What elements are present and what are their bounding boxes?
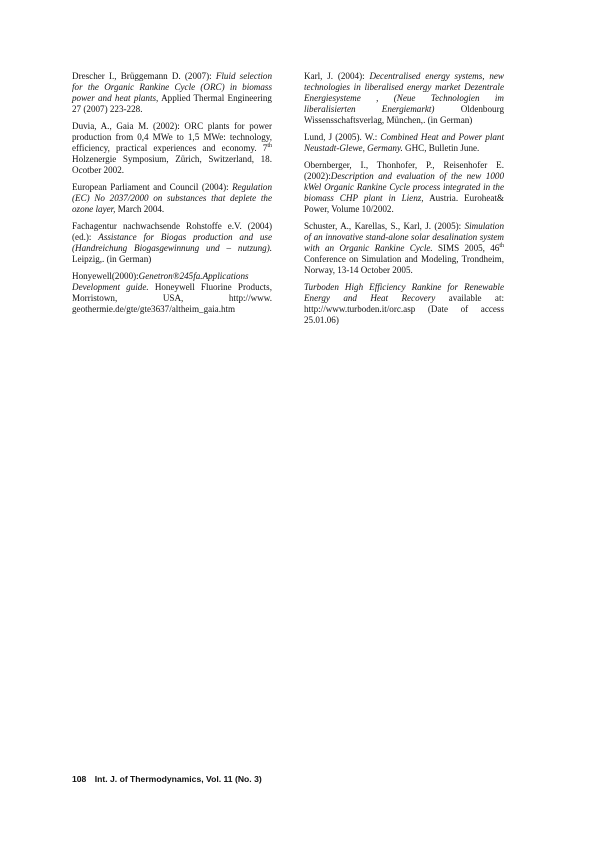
reference-title: Decentralised energy systems, new technologies in liberalised energy market Dezentrale Energiesysteme , (Neue Technologien im liberalisierten Energiemarkt)	[304, 71, 504, 114]
references-left-column	[72, 71, 272, 321]
reference-text: Honyewell(2000):	[72, 271, 139, 281]
reference-text: March 2004.	[115, 204, 165, 214]
reference-entry	[72, 71, 272, 115]
reference-text: Conference on Simulation and Modeling, Trondheim, Norway, 13-14 October 2005.	[304, 254, 504, 275]
reference-text: available at: http://www.turboden.it/orc.asp (Date of access 25.01.06)	[304, 293, 504, 325]
reference-entry	[72, 271, 272, 315]
reference-title: Regulation (EC) No 2037/2000 on substances that deplete the ozone layer,	[72, 182, 272, 214]
references-right-column	[304, 71, 504, 332]
reference-title: Assistance for Biogas production and use (Handreichung Biogasgewinnung und – nutzung).	[72, 232, 272, 253]
reference-text: Lund, J (2005). W.:	[304, 132, 381, 142]
reference-text: European Parliament and Council (2004):	[72, 182, 233, 192]
reference-text: Honeywell Fluorine Products, Morristown, USA, http://www. geothermie.de/gte/gte3637/altheim_gaia.htm	[72, 282, 272, 314]
reference-text: Duvia, A., Gaia M. (2002): ORC plants for power production from 0,4 MWe to 1,5 MWe: technology, efficiency, practical experiences and economy. 7	[72, 121, 272, 153]
reference-entry	[304, 282, 504, 326]
reference-text: Oldenbourg Wissensschaftsverlag, München,. (in German)	[304, 104, 504, 125]
reference-text: Drescher I., Brüggemann D. (2007):	[72, 71, 216, 81]
reference-text: Schuster, A., Karellas, S., Karl, J. (2005):	[304, 221, 465, 231]
reference-title: Genetron®245fa.Applications Development guide.	[72, 271, 249, 292]
reference-title: Fluid selection for the Organic Rankine Cycle (ORC) in biomass power and heat plants	[72, 71, 272, 103]
reference-text: GHC, Bulletin June.	[402, 143, 480, 153]
reference-entry	[304, 132, 504, 154]
reference-title: Combined Heat and Power plant Neustadt-Glewe, Germany.	[304, 132, 504, 153]
reference-text: , Applied Thermal Engineering 27 (2007) 223-228.	[72, 93, 272, 114]
reference-entry	[304, 221, 504, 276]
reference-text: Fachagentur nachwachsende Rohstoffe e.V. (2004) (ed.):	[72, 221, 272, 242]
reference-text: Holzenergie Symposium, Zürich, Switzerland, 18. Ocotber 2002.	[72, 154, 272, 175]
reference-text: Leipzig,. (in German)	[72, 254, 152, 264]
journal-title: Int. J. of Thermodynamics, Vol. 11 (No. 3)	[94, 774, 262, 784]
reference-text: SIMS 2005, 46	[432, 243, 500, 253]
reference-title: Description and evaluation of the new 1000 kWel Organic Rankine Cycle process integrated in the biomass CHP plant in Lienz	[304, 171, 504, 203]
reference-text: Karl, J. (2004):	[304, 71, 370, 81]
reference-superscript: th	[499, 242, 505, 249]
reference-superscript: th	[267, 142, 272, 149]
reference-entry	[72, 182, 272, 215]
page-footer	[72, 774, 262, 784]
reference-entry	[304, 71, 504, 126]
reference-title: Simulation of an innovative stand-alone solar desalination system with an Organic Rankine Cycle.	[304, 221, 504, 253]
reference-entry	[72, 221, 272, 265]
reference-entry	[304, 160, 504, 215]
reference-entry	[72, 121, 272, 176]
reference-text: Obernberger, I., Thonhofer, P., Reisenhofer E. (2002):	[304, 160, 504, 181]
reference-text: , Austria. Euroheat& Power, Volume 10/2002.	[304, 193, 504, 214]
reference-title: Turboden High Efficiency Rankine for Renewable Energy and Heat Recovery	[304, 282, 504, 303]
page-number: 108	[72, 774, 87, 784]
